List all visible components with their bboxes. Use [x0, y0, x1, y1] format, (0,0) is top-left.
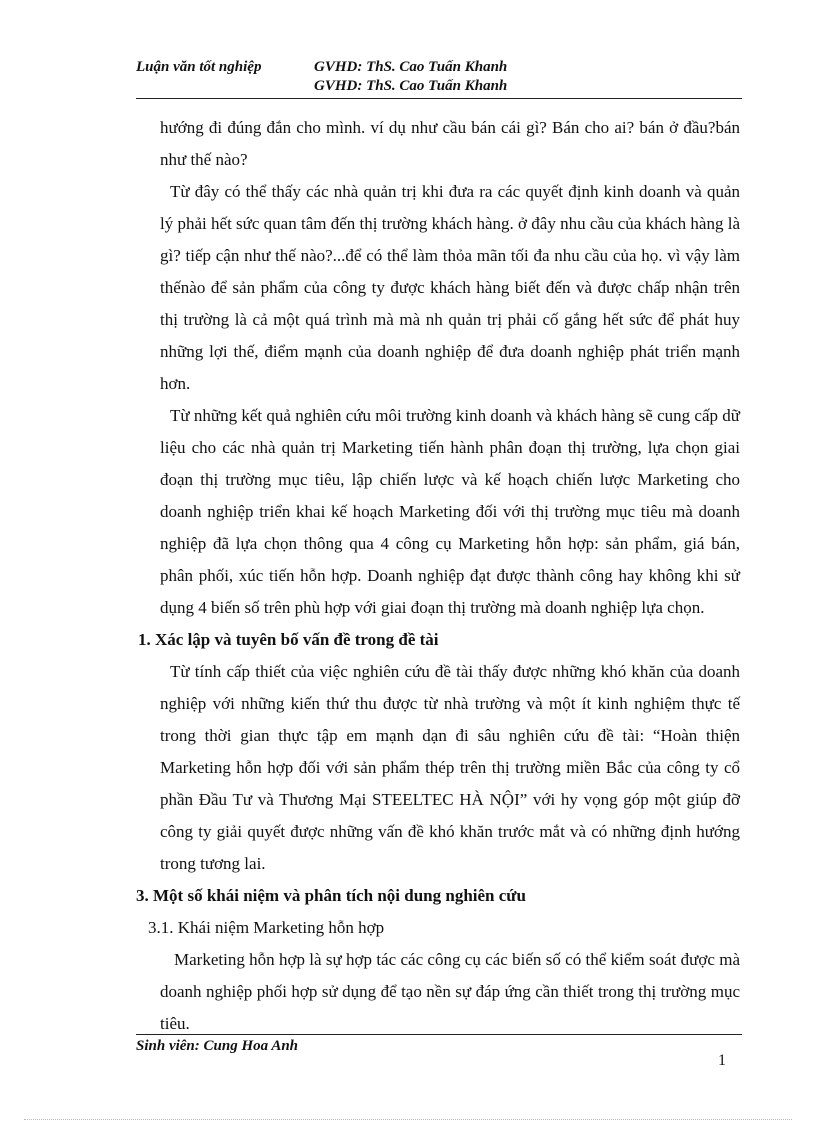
- paragraph-2: Từ đây có thể thấy các nhà quản trị khi đưa ra các quyết định kinh doanh và quản lý phải hết sức quan tâm đến thị trường khách hàng. ở đây nhu cầu của khách hàng là gì? tiếp cận như thế nào?...để có thể làm thỏa mãn tối đa nhu cầu của họ. vì vậy làm thếnào để sản phẩm của công ty được khách hàng biết đến và được chấp nhận trên thị trường là cả một quá trình mà mà nh quản trị phải cố gắng hết sức để phát huy những lợi thế, điểm mạnh của doanh nghiệp để đưa doanh nghiệp phát triển mạnh hơn.: [160, 182, 740, 393]
- page-bottom-border: [24, 1119, 792, 1120]
- section-heading-1: 1. Xác lập và tuyên bố vấn đề trong đề tài: [138, 630, 439, 649]
- page-number: 1: [718, 1052, 726, 1069]
- header-divider: [136, 98, 742, 99]
- advisor-line-2: GVHD: ThS. Cao Tuấn Khanh: [314, 78, 508, 94]
- footer-divider: [136, 1034, 742, 1035]
- document-body: [136, 112, 740, 1040]
- paragraph-1: hướng đi đúng đắn cho mình. ví dụ như cầu bán cái gì? Bán cho ai? bán ở đầu?bán như thế nào?: [160, 118, 740, 169]
- advisor-line-1: GVHD: ThS. Cao Tuấn Khanh: [314, 59, 508, 75]
- header-row-1: [136, 58, 742, 77]
- section-heading-3: 3. Một số khái niệm và phân tích nội dung nghiên cứu: [136, 886, 526, 905]
- subsection-heading-3-1: 3.1. Khái niệm Marketing hỗn hợp: [148, 918, 385, 937]
- page-header: [136, 58, 742, 96]
- paragraph-3: Từ những kết quả nghiên cứu môi trường kinh doanh và khách hàng sẽ cung cấp dữ liệu cho các nhà quản trị Marketing tiến hành phân đoạn thị trường, lựa chọn giai đoạn thị trường mục tiêu, lập chiến lược và kế hoạch chiến lược Marketing cho doanh nghiệp triển khai kế hoạch Marketing đối với thị trường mục tiêu mà doanh nghiệp đã lựa chọn thông qua 4 công cụ Marketing hỗn hợp: sản phẩm, giá bán, phân phối, xúc tiến hỗn hợp. Doanh nghiệp đạt được thành công hay không khi sử dụng 4 biến số trên phù hợp với giai đoạn thị trường mà doanh nghiệp lựa chọn.: [160, 406, 740, 617]
- header-row-2: [136, 77, 742, 96]
- thesis-label: Luận văn tốt nghiệp: [136, 59, 262, 75]
- paragraph-5: Marketing hỗn hợp là sự hợp tác các công cụ các biến số có thể kiểm soát được mà doanh nghiệp phối hợp sử dụng để tạo nền sự đáp ứng cần thiết trong thị trường mục tiêu.: [160, 950, 740, 1033]
- student-name: Sinh viên: Cung Hoa Anh: [136, 1038, 299, 1054]
- paragraph-4: Từ tính cấp thiết của việc nghiên cứu đề tài thấy được những khó khăn của doanh nghiệp với những kiến thứ thu được từ nhà trường và một ít kinh nghiệm thực tế trong thời gian thực tập em mạnh dạn đi sâu nghiên cứu đề tài: “Hoàn thiện Marketing hỗn hợp đối với sản phẩm thép trên thị trường miền Bắc của công ty cổ phần Đầu Tư và Thương Mại STEELTEC HÀ NỘI” với hy vọng góp một giúp đỡ công ty giải quyết được những vấn đề khó khăn trước mắt và có những định hướng trong tương lai.: [160, 662, 740, 873]
